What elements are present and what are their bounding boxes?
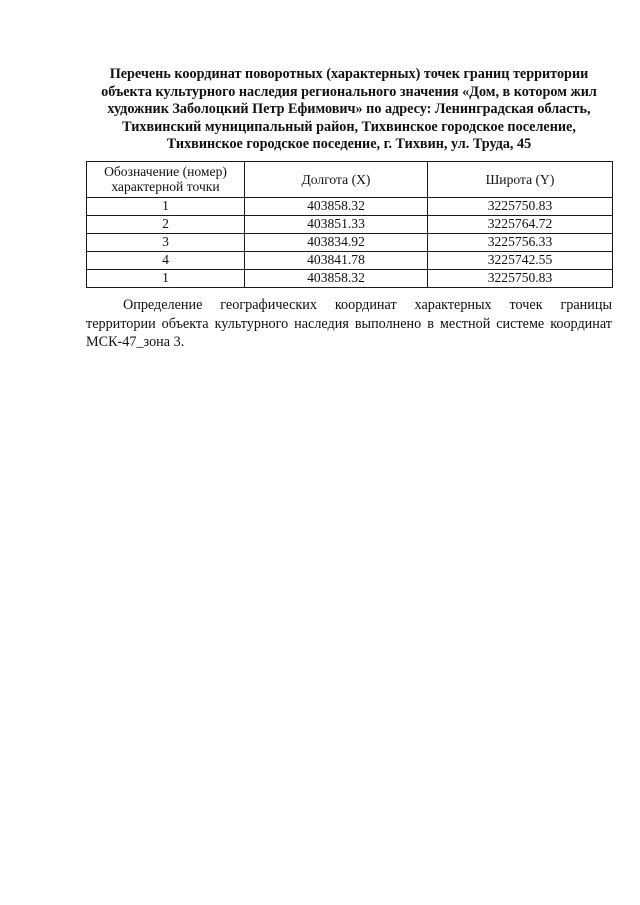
cell-y: 3225750.83	[428, 269, 613, 287]
title-line: художник Заболоцкий Петр Ефимович» по адресу: Ленинградская область,	[107, 101, 591, 118]
document-title	[86, 66, 612, 154]
table-row	[87, 233, 613, 251]
table-row	[87, 215, 613, 233]
cell-x: 403851.33	[245, 215, 428, 233]
cell-y: 3225756.33	[428, 233, 613, 251]
header-latitude-y: Широта (Y)	[428, 161, 613, 197]
cell-y: 3225742.55	[428, 251, 613, 269]
coordinate-system-note: Определение географических координат характерных точек границы территории объекта культурного наследия выполнено в местной системе координат МСК-47_зона 3.	[86, 296, 612, 351]
coordinates-table	[86, 161, 613, 288]
header-point-number	[87, 161, 245, 197]
cell-x: 403858.32	[245, 269, 428, 287]
cell-x: 403841.78	[245, 251, 428, 269]
cell-point: 3	[87, 233, 245, 251]
cell-point: 2	[87, 215, 245, 233]
title-line: объекта культурного наследия регионального значения «Дом, в котором жил	[101, 83, 597, 100]
cell-point: 4	[87, 251, 245, 269]
table-row	[87, 251, 613, 269]
cell-x: 403858.32	[245, 197, 428, 215]
title-line: Тихвинский муниципальный район, Тихвинское городское поселение,	[122, 118, 576, 135]
header-point-line1: Обозначение (номер)	[104, 163, 227, 179]
cell-point: 1	[87, 197, 245, 215]
title-line: Тихвинское городское поседение, г. Тихвин, ул. Труда, 45	[166, 136, 532, 153]
table-row	[87, 269, 613, 287]
cell-point: 1	[87, 269, 245, 287]
cell-x: 403834.92	[245, 233, 428, 251]
title-line: Перечень координат поворотных (характерных) точек границ территории	[109, 66, 589, 82]
cell-y: 3225750.83	[428, 197, 613, 215]
document-page	[86, 66, 612, 352]
header-point-line2: характерной точки	[111, 179, 220, 195]
table-header-row	[87, 161, 613, 197]
header-longitude-x: Долгота (X)	[245, 161, 428, 197]
cell-y: 3225764.72	[428, 215, 613, 233]
table-row	[87, 197, 613, 215]
